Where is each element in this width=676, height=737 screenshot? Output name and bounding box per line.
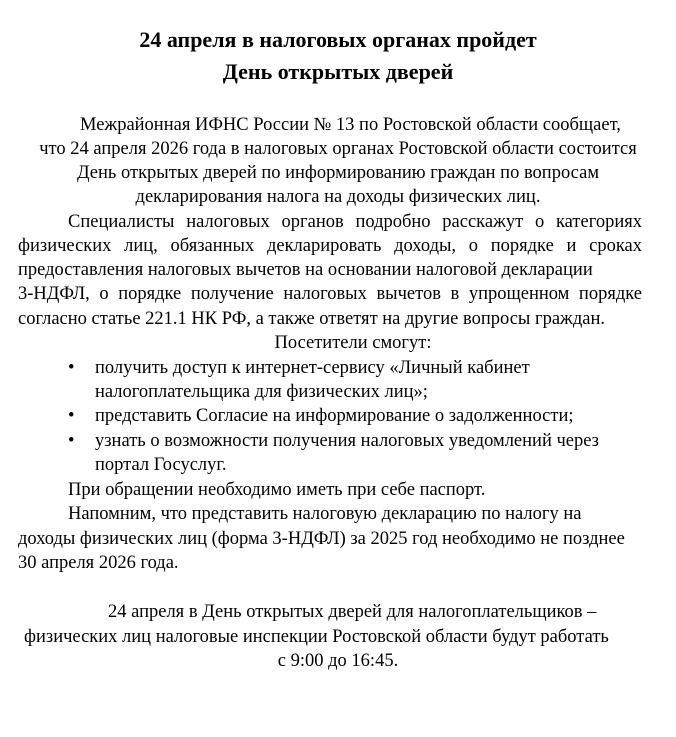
reminder-line: Напомним, что представить налоговую декларацию по налогу на	[68, 504, 582, 524]
bullet-item-text: представить Согласие на информирование о задолженности;	[95, 406, 574, 426]
title-line-1: 24 апреля в налоговых органах пройдет	[139, 27, 537, 52]
schedule-line: физических лиц налоговые инспекции Ростовской области будут работать	[24, 627, 609, 647]
bullet-item-text: портал Госуслуг.	[95, 455, 227, 475]
bullet-icon: •	[68, 431, 75, 451]
schedule-line: 24 апреля в День открытых дверей для налогоплательщиков –	[108, 602, 597, 622]
specialists-line: предоставления налоговых вычетов на основании налоговой декларации	[18, 260, 593, 280]
visitors-heading: Посетители смогут:	[274, 333, 432, 353]
reminder-line: 30 апреля 2026 года.	[18, 553, 179, 573]
schedule-hours: с 9:00 до 16:45.	[277, 651, 399, 671]
title-line-2: День открытых дверей	[222, 59, 454, 84]
intro-line: Межрайонная ИФНС России № 13 по Ростовской области сообщает,	[80, 115, 621, 135]
intro-line: декларирования налога на доходы физических лиц.	[135, 187, 541, 207]
bullet-item-text: узнать о возможности получения налоговых уведомлений через	[95, 431, 599, 451]
intro-line: что 24 апреля 2026 года в налоговых органах Ростовской области состоится	[39, 139, 637, 159]
bullet-item-text: налогоплательщика для физических лиц»;	[95, 382, 428, 402]
specialists-line: согласно статье 221.1 НК РФ, а также ответят на другие вопросы граждан.	[18, 309, 605, 329]
specialists-line: 3-НДФЛ, о порядке получение налоговых вычетов в упрощенном порядке	[18, 284, 642, 304]
bullet-item-text: получить доступ к интернет-сервису «Личный кабинет	[95, 358, 530, 378]
specialists-line: Специалисты налоговых органов подробно расскажут о категориях	[68, 212, 642, 232]
specialists-line: физических лиц, обязанных декларировать доходы, о порядке и сроках	[18, 236, 642, 256]
bullet-icon: •	[68, 406, 75, 426]
bullet-icon: •	[68, 358, 75, 378]
intro-line: День открытых дверей по информированию граждан по вопросам	[76, 163, 600, 183]
passport-note: При обращении необходимо иметь при себе паспорт.	[68, 480, 486, 500]
reminder-line: доходы физических лиц (форма 3-НДФЛ) за 2025 год необходимо не позднее	[18, 529, 625, 549]
